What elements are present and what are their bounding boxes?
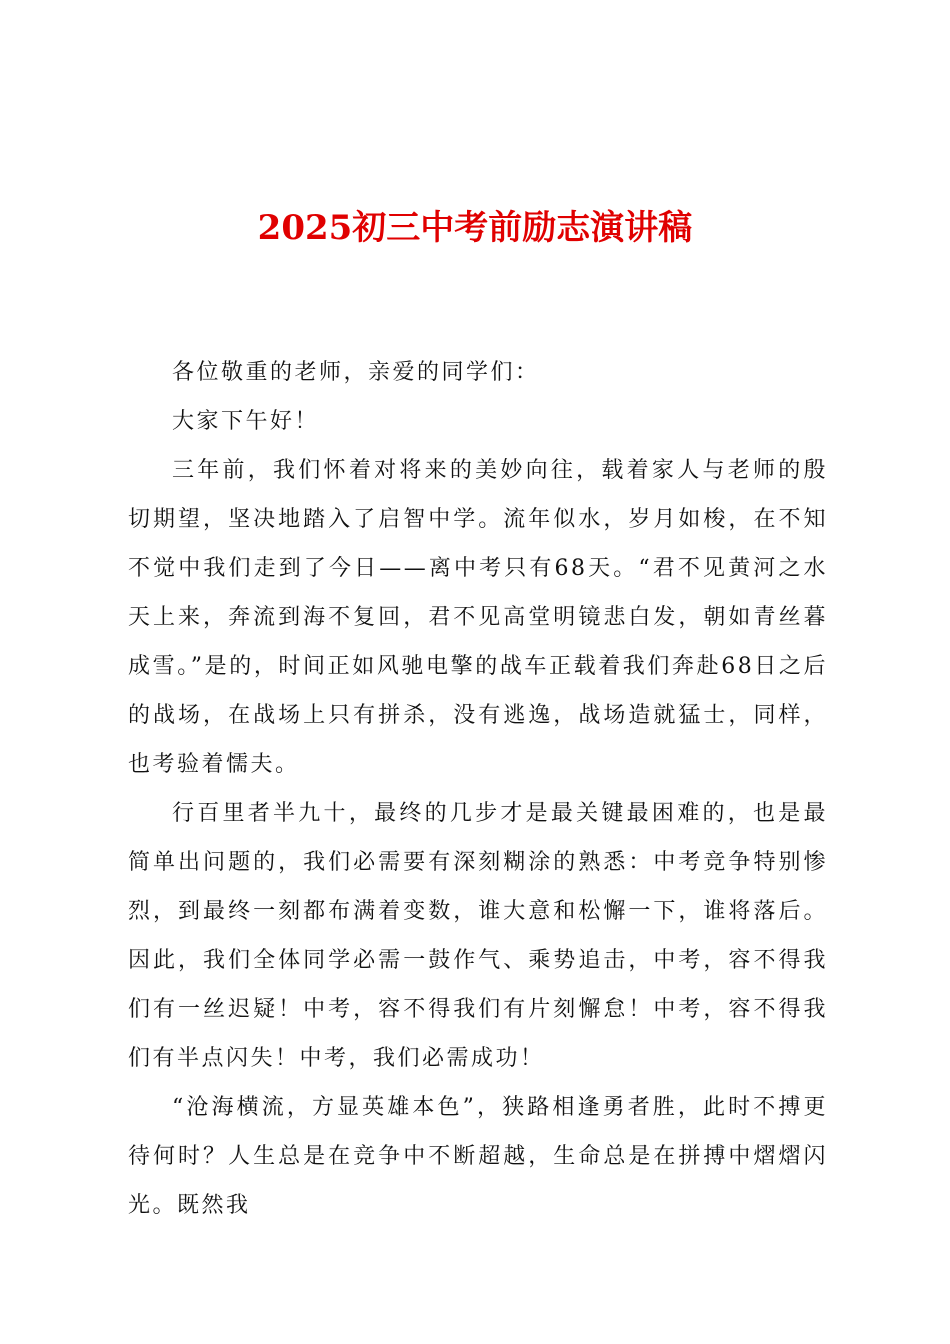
paragraph-2: 行百里者半九十，最终的几步才是最关键最困难的，也是最简单出问题的，我们必需要有深刻糊涂的熟悉：中考竞争特别惨烈，到最终一刻都布满着变数，谁大意和松懈一下，谁将落后。因此，我们全体同学必需一鼓作气、乘势追击，中考，容不得我们有一丝迟疑！中考，容不得我们有片刻懈怠！中考，容不得我们有半点闪失！中考，我们必需成功！	[128, 801, 828, 1071]
document-body	[128, 348, 828, 1230]
paragraph-1: 三年前，我们怀着对将来的美妙向往，载着家人与老师的殷切期望，坚决地踏入了启智中学。流年似水，岁月如梭，在不知不觉中我们走到了今日——离中考只有68天。“君不见黄河之水天上来，奔流到海不复回，君不见高堂明镜悲白发，朝如青丝暮成雪。”是的，时间正如风驰电擎的战车正载着我们奔赴68日之后的战场，在战场上只有拼杀，没有逃逸，战场造就猛士，同样，也考验着懦夫。	[128, 458, 828, 777]
paragraph-3: “沧海横流，方显英雄本色”，狭路相逢勇者胜，此时不搏更待何时？人生总是在竞争中不断超越，生命总是在拼搏中熠熠闪光。既然我	[128, 1095, 828, 1218]
paragraph-greeting: 各位敬重的老师，亲爱的同学们：	[172, 360, 540, 385]
document-title: 2025初三中考前励志演讲稿	[257, 208, 693, 248]
paragraph-salutation: 大家下午好！	[172, 409, 320, 434]
